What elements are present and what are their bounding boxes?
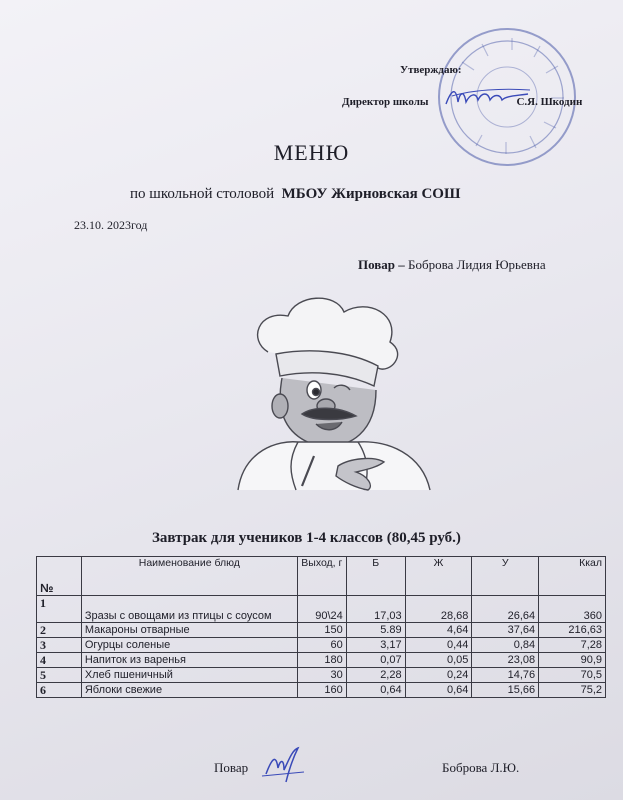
row-dish: Макароны отварные bbox=[81, 623, 297, 638]
table-row bbox=[37, 623, 606, 638]
row-yield: 90\24 bbox=[297, 596, 346, 623]
row-kcal: 70,5 bbox=[539, 668, 606, 683]
row-kcal: 90,9 bbox=[539, 653, 606, 668]
row-dish: Яблоки свежие bbox=[81, 683, 297, 698]
row-yield: 30 bbox=[297, 668, 346, 683]
director-label: Директор школы bbox=[342, 96, 429, 108]
subtitle-prefix: по школьной столовой bbox=[130, 186, 275, 202]
menu-table bbox=[36, 556, 606, 698]
row-fat: 4,64 bbox=[405, 623, 472, 638]
table-header-row bbox=[37, 557, 606, 596]
row-carbs: 14,76 bbox=[472, 668, 539, 683]
approve-label: Утверждаю: bbox=[400, 64, 462, 76]
table-row bbox=[37, 638, 606, 653]
row-kcal: 360 bbox=[539, 596, 606, 623]
row-yield: 60 bbox=[297, 638, 346, 653]
row-num: 3 bbox=[37, 638, 82, 653]
cook-line bbox=[358, 257, 546, 273]
header-carbs: У bbox=[472, 557, 539, 596]
row-num: 6 bbox=[37, 683, 82, 698]
table-row bbox=[37, 653, 606, 668]
row-num: 5 bbox=[37, 668, 82, 683]
row-yield: 160 bbox=[297, 683, 346, 698]
row-num: 2 bbox=[37, 623, 82, 638]
cook-signature bbox=[258, 744, 318, 784]
row-fat: 0,64 bbox=[405, 683, 472, 698]
row-carbs: 26,64 bbox=[472, 596, 539, 623]
footer-cook-name: Боброва Л.Ю. bbox=[442, 760, 520, 775]
cook-name: Боброва Лидия Юрьевна bbox=[408, 257, 546, 272]
menu-caption: Завтрак для учеников 1-4 классов (80,45 руб.) bbox=[152, 530, 461, 546]
row-protein: 3,17 bbox=[346, 638, 405, 653]
table-row bbox=[37, 596, 606, 623]
menu-date: 23.10. 2023год bbox=[74, 218, 148, 232]
table-row bbox=[37, 668, 606, 683]
footer-cook-label: Повар bbox=[214, 760, 249, 775]
header-num: № bbox=[37, 557, 82, 596]
header-fat: Ж bbox=[405, 557, 472, 596]
row-num: 1 bbox=[37, 596, 82, 623]
row-carbs: 37,64 bbox=[472, 623, 539, 638]
row-fat: 28,68 bbox=[405, 596, 472, 623]
row-num: 4 bbox=[37, 653, 82, 668]
row-fat: 0,05 bbox=[405, 653, 472, 668]
school-name: МБОУ Жирновская СОШ bbox=[281, 186, 461, 202]
row-kcal: 75,2 bbox=[539, 683, 606, 698]
header-kcal: Ккал bbox=[539, 557, 606, 596]
row-yield: 180 bbox=[297, 653, 346, 668]
row-protein: 17,03 bbox=[346, 596, 405, 623]
page-title: МЕНЮ bbox=[273, 140, 350, 165]
chef-illustration bbox=[218, 290, 448, 500]
director-signature bbox=[442, 82, 532, 112]
row-protein: 0,64 bbox=[346, 683, 405, 698]
row-protein: 5.89 bbox=[346, 623, 405, 638]
row-fat: 0,24 bbox=[405, 668, 472, 683]
header-name: Наименование блюд bbox=[81, 557, 297, 596]
row-dish: Напиток из варенья bbox=[81, 653, 297, 668]
row-dish: Огурцы соленые bbox=[81, 638, 297, 653]
row-dish: Зразы с овощами из птицы с соусом bbox=[81, 596, 297, 623]
row-carbs: 15,66 bbox=[472, 683, 539, 698]
header-yield: Выход, г bbox=[297, 557, 346, 596]
row-kcal: 7,28 bbox=[539, 638, 606, 653]
row-yield: 150 bbox=[297, 623, 346, 638]
table-row bbox=[37, 683, 606, 698]
row-kcal: 216,63 bbox=[539, 623, 606, 638]
row-dish: Хлеб пшеничный bbox=[81, 668, 297, 683]
cook-label: Повар – bbox=[358, 257, 405, 272]
row-carbs: 0,84 bbox=[472, 638, 539, 653]
subtitle bbox=[130, 186, 460, 203]
row-fat: 0,44 bbox=[405, 638, 472, 653]
row-protein: 2,28 bbox=[346, 668, 405, 683]
header-protein: Б bbox=[346, 557, 405, 596]
director-name: С.Я. Шкодин bbox=[516, 96, 583, 108]
row-carbs: 23,08 bbox=[472, 653, 539, 668]
row-protein: 0,07 bbox=[346, 653, 405, 668]
